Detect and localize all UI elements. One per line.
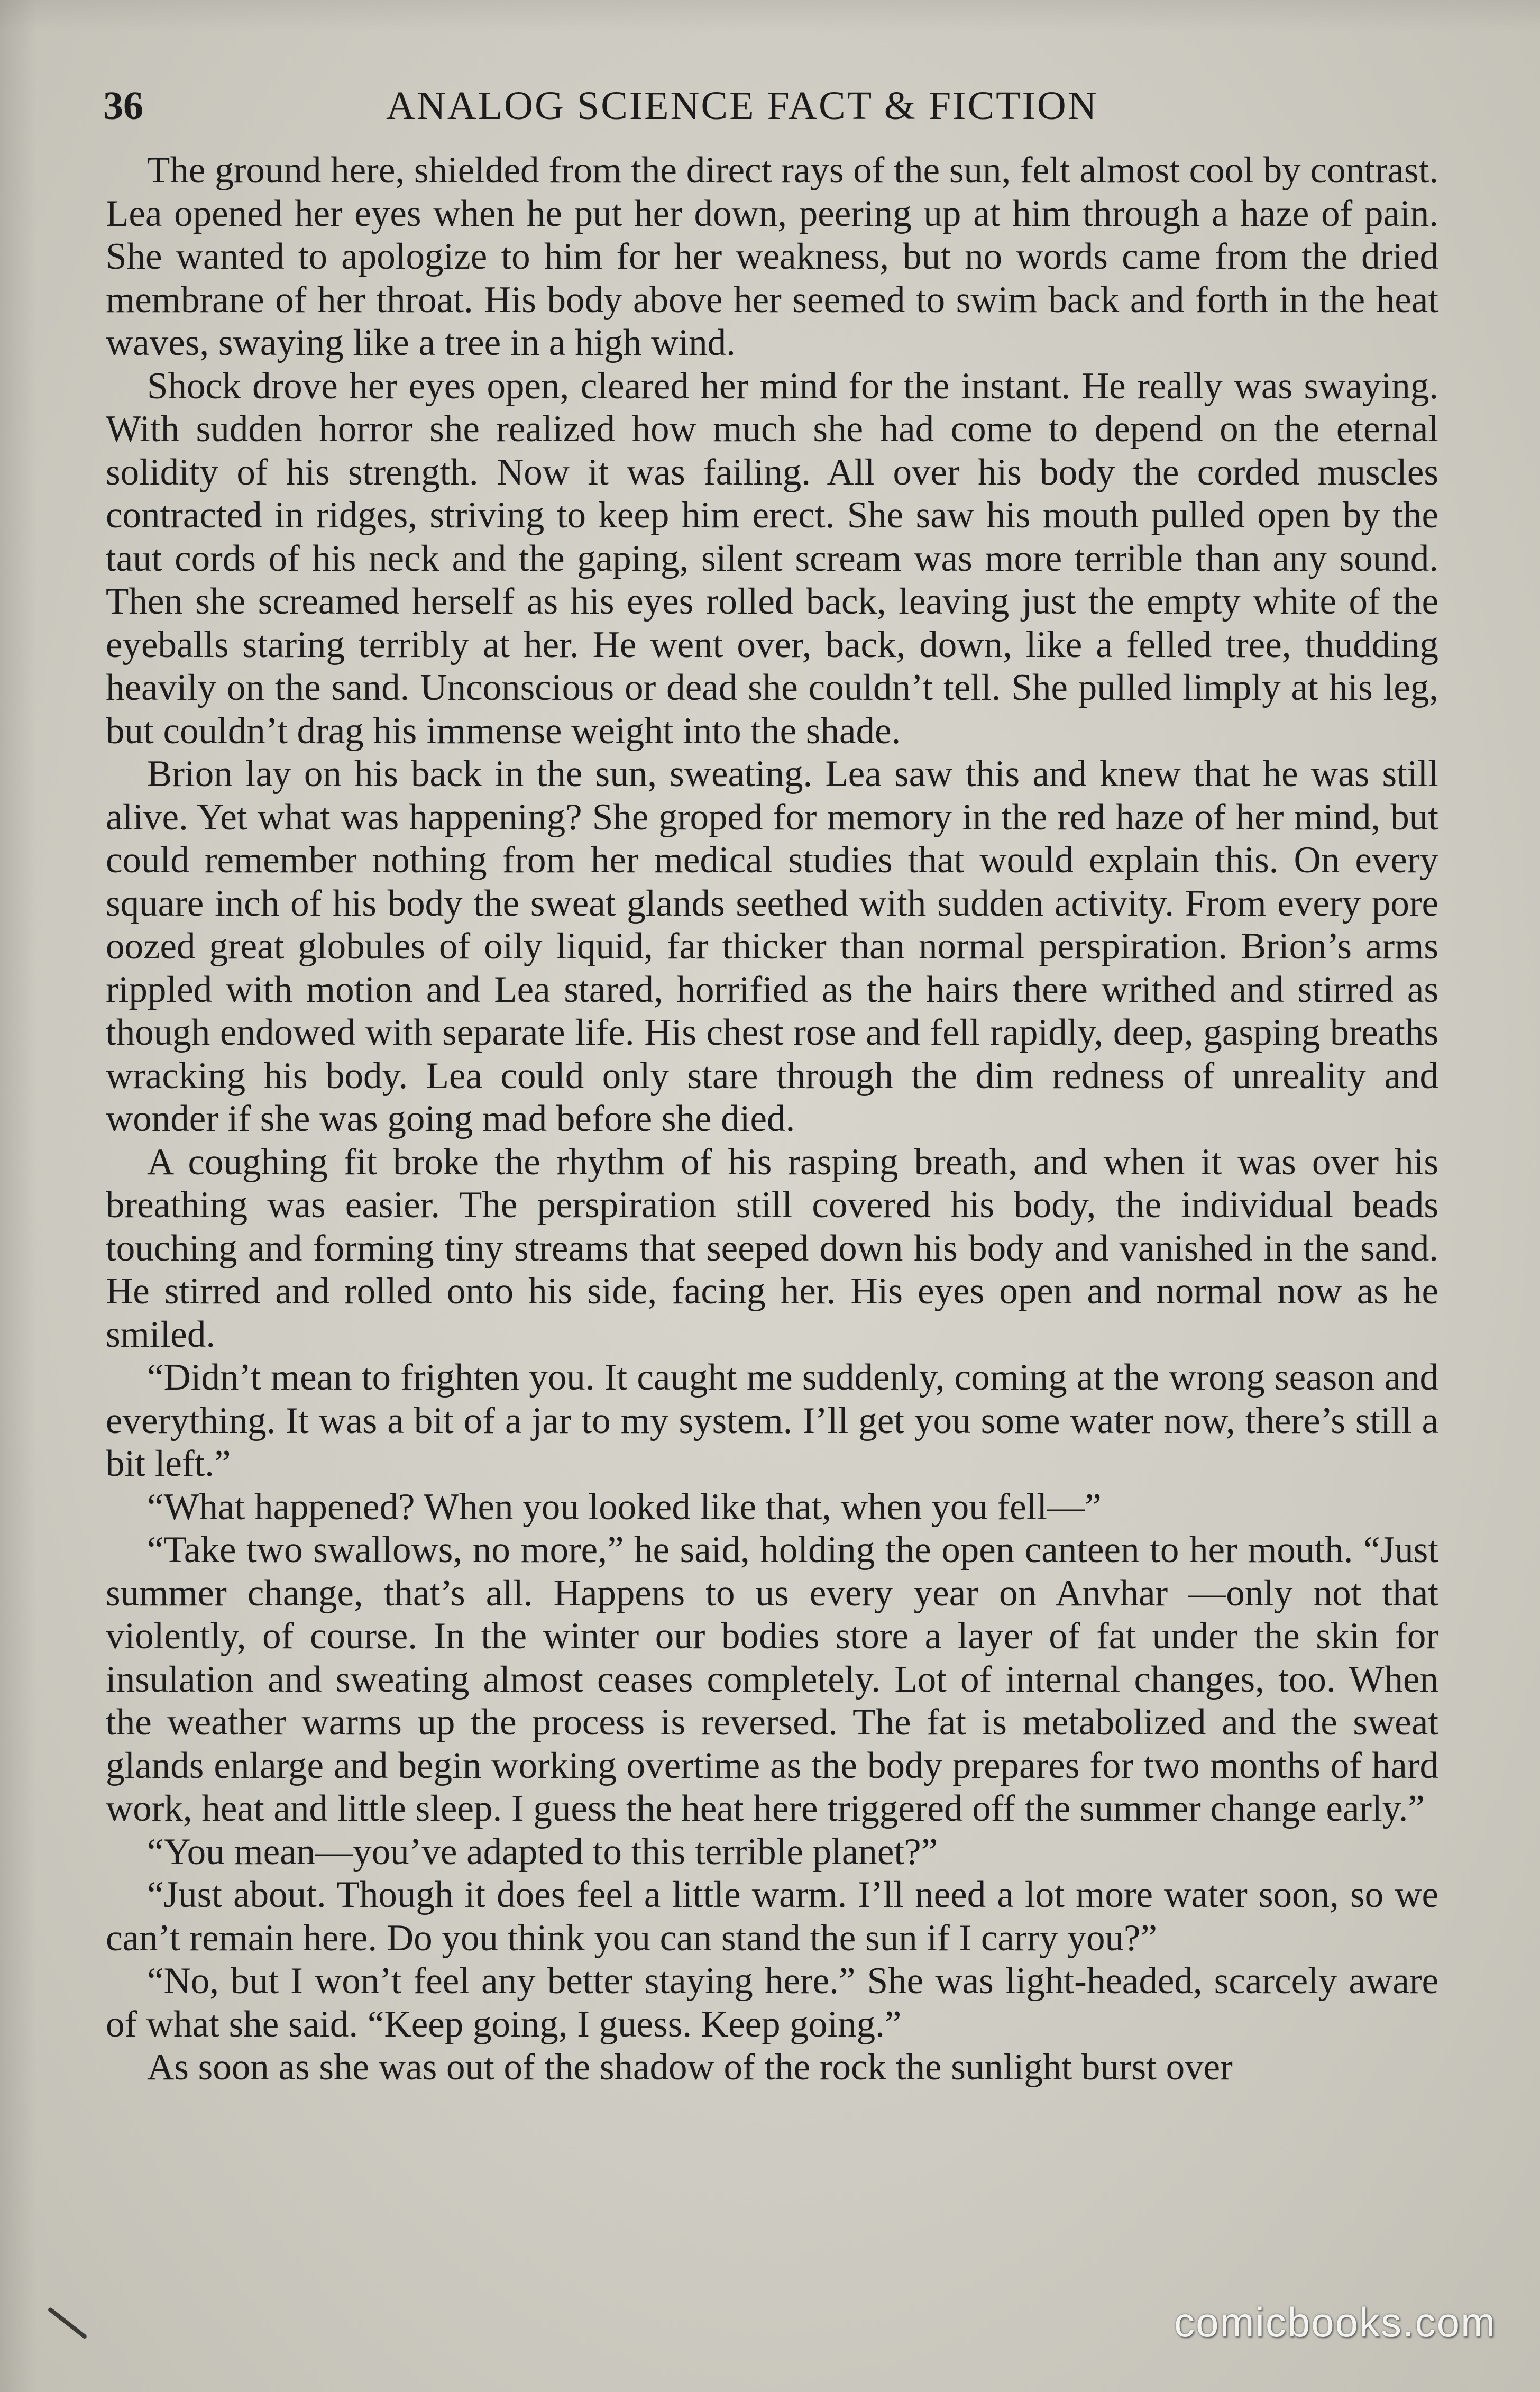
running-title: ANALOG SCIENCE FACT & FICTION: [386, 84, 1098, 128]
body-text: [106, 149, 1438, 2089]
paragraph: Brion lay on his back in the sun, sweating. Lea saw this and knew that he was still alive. Yet what was happening? She groped for memory in the red haze of her mind, but could remember nothing from her medical studies that would explain this. On every square inch of his body the sweat glands seethed with sudden activity. From every pore oozed great globules of oily liquid, far thicker than normal perspiration. Brion’s arms rippled with motion and Lea stared, horrified as the hairs there writhed and stirred as though endowed with separate life. His chest rose and fell rapidly, deep, gasping breaths wracking his body. Lea could only stare through the dim redness of unreality and wonder if she was going mad before she died.: [106, 753, 1438, 1139]
paragraph: As soon as she was out of the shadow of the rock the sunlight burst over: [147, 2047, 1233, 2088]
page-edge-shadow-left: [0, 0, 37, 2392]
page-header: [103, 74, 1436, 138]
paragraph: “No, but I won’t feel any better staying here.” She was light-headed, scarcely aware of what she said. “Keep going, I guess. Keep going.”: [106, 1960, 1438, 2045]
paragraph: “What happened? When you looked like that, when you fell—”: [147, 1486, 1102, 1528]
paragraph: “Take two swallows, no more,” he said, holding the open canteen to her mouth. “Just summer change, that’s all. Happens to us every year on Anvhar —only not that violently, of course. In the winter our bodies store a layer of fat under the skin for insulation and sweating almost ceases completely. Lot of internal changes, too. When the weather warms up the process is reversed. The fat is metabolized and the sweat glands enlarge and begin working overtime as the body prepares for two months of hard work, heat and little sleep. I guess the heat here triggered off the summer change early.”: [106, 1529, 1438, 1829]
paragraph: A coughing fit broke the rhythm of his rasping breath, and when it was over his breathing was easier. The perspiration still covered his body, the individual beads touching and forming tiny streams that seeped down his body and vanished in the sand. He stirred and rolled onto his side, facing her. His eyes open and normal now as he smiled.: [106, 1141, 1438, 1355]
paragraph: “Just about. Though it does feel a little warm. I’ll need a lot more water soon, so we can’t remain here. Do you think you can stand the sun if I carry you?”: [106, 1874, 1438, 1959]
page-number: 36: [103, 84, 143, 128]
watermark: comicbooks.com: [1174, 2299, 1496, 2345]
paragraph: “Didn’t mean to frighten you. It caught me suddenly, coming at the wrong season and everything. It was a bit of a jar to my system. I’ll get you some water now, there’s still a bit left.”: [106, 1357, 1438, 1484]
stray-ink-mark: [48, 2307, 88, 2340]
page-edge-shadow-top: [0, 0, 1540, 32]
paragraph: Shock drove her eyes open, cleared her mind for the instant. He really was swaying. With sudden horror she realized how much she had come to depend on the eternal solidity of his strength. Now it was failing. All over his body the corded muscles contracted in ridges, striving to keep him erect. She saw his mouth pulled open by the taut cords of his neck and the gaping, silent scream was more terrible than any sound. Then she screamed herself as his eyes rolled back, leaving just the empty white of the eyeballs staring terribly at her. He went over, back, down, like a felled tree, thudding heavily on the sand. Unconscious or dead she couldn’t tell. She pulled limply at his leg, but couldn’t drag his immense weight into the shade.: [106, 365, 1438, 752]
paragraph: The ground here, shielded from the direct rays of the sun, felt almost cool by contrast. Lea opened her eyes when he put her down, peering up at him through a haze of pain. She wanted to apologize to him for her weakness, but no words came from the dried membrane of her throat. His body above her seemed to swim back and forth in the heat waves, swaying like a tree in a high wind.: [106, 150, 1438, 363]
paragraph: “You mean—you’ve adapted to this terrible planet?”: [147, 1831, 938, 1873]
